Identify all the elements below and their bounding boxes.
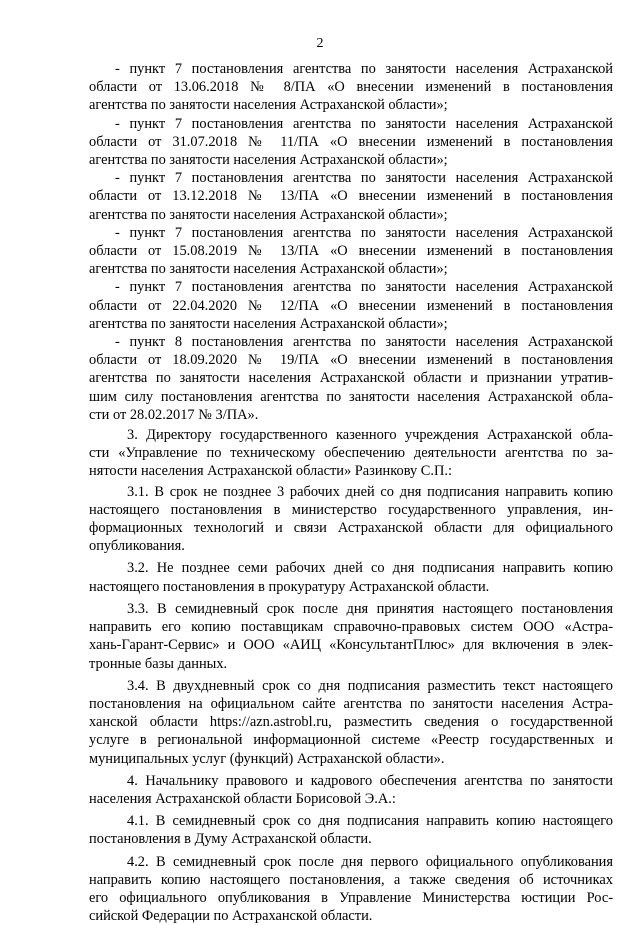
text-line: населения Астраханской области Борисовой Э.А.: bbox=[89, 790, 396, 807]
text-line: опубликования. bbox=[89, 538, 185, 555]
text-line: агентства по занятости населения Астраханской области»; bbox=[89, 315, 448, 332]
text-line: направить копию настоящего постановления, а также сведения об источниках bbox=[89, 871, 613, 888]
document-body bbox=[89, 60, 613, 925]
text-line: муниципальных услуг (функций) Астраханской области». bbox=[89, 750, 445, 767]
text-line: постановления на официальном сайте агентства по занятости населения Астра- bbox=[89, 695, 613, 712]
text-line: 4.2. В семидневный срок после дня первого официального опубликования bbox=[127, 853, 613, 870]
text-line: сийской Федерации по Астраханской области. bbox=[89, 908, 373, 925]
text-line: области от 18.09.2020 № 19/ПА «О внесении изменений в постановления bbox=[89, 352, 613, 369]
text-line: его официального опубликования в Управление Министерства юстиции Рос- bbox=[89, 889, 613, 906]
paragraph-item-3-4 bbox=[89, 677, 613, 768]
paragraph-amendment-3 bbox=[89, 169, 613, 224]
paragraph-amendment-1 bbox=[89, 60, 613, 115]
text-line: сти от 28.02.2017 № 3/ПА». bbox=[89, 406, 259, 423]
text-line: 3.4. В двухдневный срок со дня подписания разместить текст настоящего bbox=[127, 677, 613, 694]
paragraph-amendment-6 bbox=[89, 333, 613, 424]
text-line: 4.1. В семидневный срок со дня подписания направить копию настоящего bbox=[127, 813, 613, 830]
paragraph-amendment-2 bbox=[89, 115, 613, 170]
page-number: 2 bbox=[316, 36, 324, 51]
text-line: - пункт 8 постановления агентства по занятости населения Астраханской bbox=[115, 334, 613, 351]
text-line: хань-Гарант-Сервис» и ООО «АИЦ «КонсультантПлюс» для включения в элек- bbox=[89, 637, 613, 654]
paragraph-item-3-2 bbox=[89, 559, 613, 595]
text-line: услуге в региональной информационной системе «Реестр государственных и bbox=[89, 732, 613, 749]
paragraph-item-4-1 bbox=[89, 812, 613, 848]
text-line: области от 13.06.2018 № 8/ПА «О внесении изменений в постановления bbox=[89, 79, 613, 96]
text-line: 3.3. В семидневный срок после дня принятия настоящего постановления bbox=[127, 600, 613, 617]
text-line: 3.2. Не позднее семи рабочих дней со дня подписания направить копию bbox=[127, 560, 613, 577]
text-line: формационных технологий и связи Астраханской области для официального bbox=[89, 520, 613, 537]
paragraph-item-4 bbox=[89, 772, 613, 808]
text-line: - пункт 7 постановления агентства по занятости населения Астраханской bbox=[115, 61, 613, 77]
paragraph-item-4-2 bbox=[89, 853, 613, 925]
text-line: области от 22.04.2020 № 12/ПА «О внесении изменений в постановления bbox=[89, 297, 613, 314]
text-line: 3. Директору государственного казенного учреждения Астраханской обла- bbox=[127, 427, 613, 444]
text-line: 3.1. В срок не позднее 3 рабочих дней со дня подписания направить копию bbox=[127, 483, 613, 500]
text-line: агентства по занятости населения Астраханской области»; bbox=[89, 97, 448, 114]
paragraph-item-3-3 bbox=[89, 600, 613, 673]
text-line: - пункт 7 постановления агентства по занятости населения Астраханской bbox=[115, 279, 613, 296]
text-line: тронные базы данных. bbox=[89, 655, 228, 672]
text-line: агентства по занятости населения Астраханской области и признании утратив- bbox=[89, 370, 613, 387]
text-line: настоящего постановления в министерство государственного управления, ин- bbox=[89, 501, 613, 518]
text-line: области от 31.07.2018 № 11/ПА «О внесении изменений в постановления bbox=[89, 133, 613, 150]
paragraph-item-3-1 bbox=[89, 483, 613, 556]
text-line: агентства по занятости населения Астраханской области»; bbox=[89, 261, 448, 278]
text-line: агентства по занятости населения Астраханской области»; bbox=[89, 152, 448, 169]
text-line: нятости населения Астраханской области» Разинкову С.П.: bbox=[89, 463, 452, 480]
text-line: постановления в Думу Астраханской области. bbox=[89, 831, 372, 848]
text-line: шим силу постановления агентства по занятости населения Астраханской обла- bbox=[89, 388, 613, 405]
paragraph-item-3 bbox=[89, 426, 613, 481]
text-line: - пункт 7 постановления агентства по занятости населения Астраханской bbox=[115, 115, 613, 132]
text-line: 4. Начальнику правового и кадрового обеспечения агентства по занятости bbox=[127, 772, 613, 789]
text-line: области от 13.12.2018 № 13/ПА «О внесении изменений в постановления bbox=[89, 188, 613, 205]
paragraph-amendment-4 bbox=[89, 224, 613, 279]
text-line: настоящего постановления в прокуратуру Астраханской области. bbox=[89, 578, 490, 595]
text-line: агентства по занятости населения Астраханской области»; bbox=[89, 206, 448, 223]
text-line: сти «Управление по техническому обеспечению деятельности агентства по за- bbox=[89, 445, 613, 462]
paragraph-amendment-5 bbox=[89, 278, 613, 333]
text-line: - пункт 7 постановления агентства по занятости населения Астраханской bbox=[115, 170, 613, 187]
text-line: - пункт 7 постановления агентства по занятости населения Астраханской bbox=[115, 224, 613, 241]
text-line: области от 15.08.2019 № 13/ПА «О внесении изменений в постановления bbox=[89, 243, 613, 260]
text-line: ханской области https://azn.astrobl.ru, разместить сведения о государственной bbox=[89, 714, 613, 731]
text-line: направить его копию поставщикам справочно-правовых систем ООО «Астра- bbox=[89, 619, 613, 636]
